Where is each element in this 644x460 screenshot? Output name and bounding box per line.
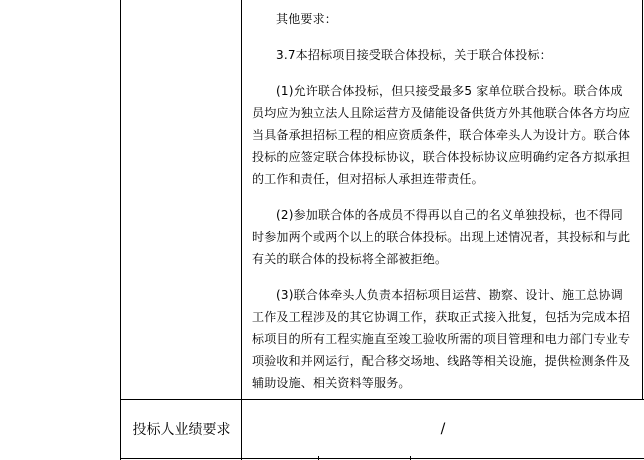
table-border-middle	[241, 0, 242, 460]
performance-requirement-value: /	[440, 421, 446, 437]
clause-title: 3.7本招标项目接受联合体投标，关于联合体投标：	[276, 48, 552, 62]
clause-item-1: (1)允许联合体投标，但只接受最多5 家单位联合投标。联合体成员均应为独立法人且除运营方及储能设备供货方外其他联合体各方均应当具备承担招标工程的相应资质条件，联合体牵头人为设计方。联合体投标的应签定联合体投标协议，联合体投标协议应明确约定各方拟承担的工作和责任，但对招标人承担连带责任。	[252, 84, 631, 186]
performance-requirement-label: 投标人业绩要求	[132, 422, 231, 438]
clause-item-3: (3)联合体牵头人负责本招标项目运营、勘察、设计、施工总协调工作及工程涉及的其它协调工作，获取正式接入批复，包括为完成本招标项目的所有工程实施直至竣工验收所需的项目管理和电力部门专业专项验收和并网运行，配合移交场地、线路等相关设施，提供检测条件及辅助设施、相关资料等服务。	[252, 288, 631, 390]
requirements-cell	[252, 8, 632, 394]
table-border-right	[642, 0, 643, 400]
row-divider-bottom	[120, 458, 644, 459]
section-heading: 其他要求：	[276, 12, 338, 26]
clause-item-2: (2)参加联合体的各成员不得再以自己的名义单独投标，也不得同时参加两个或两个以上的联合体投标。出现上述情况者，其投标和与此有关的联合体的投标将全部被拒绝。	[252, 208, 631, 266]
table-border-left	[120, 0, 121, 460]
